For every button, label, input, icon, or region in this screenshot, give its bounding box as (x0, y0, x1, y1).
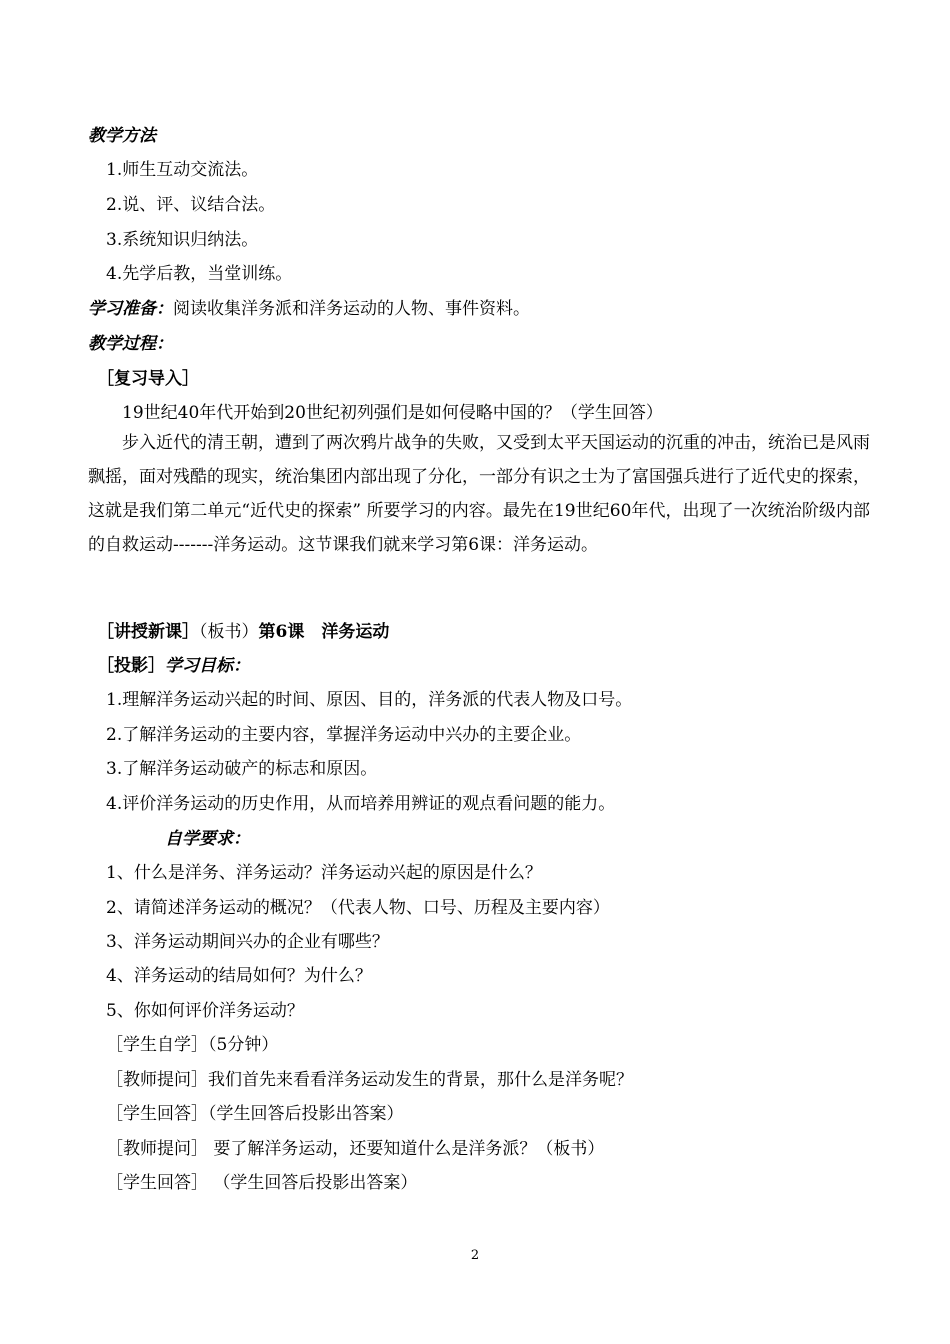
goal-item: 3.了解洋务运动破产的标志和原因。 (106, 759, 378, 779)
method-item: 3.系统知识归纳法。 (106, 230, 259, 250)
dialogue-line: ［学生自学］（5分钟） (106, 1035, 279, 1055)
self-study-item: 1、什么是洋务、洋务运动？洋务运动兴起的原因是什么？ (106, 863, 542, 883)
goal-item: 1.理解洋务运动兴起的时间、原因、目的，洋务派的代表人物及口号。 (106, 690, 633, 710)
self-study-item: 4、洋务运动的结局如何？为什么？ (106, 966, 372, 986)
goal-item: 2.了解洋务运动的主要内容，掌握洋务运动中兴办的主要企业。 (106, 725, 582, 745)
method-item: 2.说、评、议结合法。 (106, 195, 276, 215)
self-study-item: 2、请简述洋务运动的概况？（代表人物、口号、历程及主要内容） (106, 898, 610, 918)
review-heading: ［复习导入］ (97, 369, 199, 389)
method-item: 1.师生互动交流法。 (106, 160, 259, 180)
dialogue-line: ［教师提问］ 要了解洋务运动，还要知道什么是洋务派？（板书） (106, 1139, 605, 1159)
teaching-method-heading: 教学方法 (88, 126, 156, 146)
goals-heading: 学习目标： (165, 656, 250, 676)
process-heading: 教学过程： (88, 334, 173, 354)
dialogue-line: ［学生回答］（学生回答后投影出答案） (106, 1104, 404, 1124)
new-lesson-tag: ［讲授新课］ (97, 622, 199, 642)
preparation-label: 学习准备： (88, 299, 173, 319)
goals-tag: ［投影］ (97, 656, 165, 676)
dialogue-line: ［学生回答］ （学生回答后投影出答案） (106, 1173, 418, 1193)
self-study-item: 5、你如何评价洋务运动？ (106, 1001, 304, 1021)
page-number: 2 (470, 1248, 480, 1263)
review-paragraph: 步入近代的清王朝，遭到了两次鸦片战争的失败，又受到太平天国运动的沉重的冲击，统治已是风雨飘摇，面对残酷的现实，统治集团内部出现了分化，一部分有识之士为了富国强兵进行了近代史的探索，这就是我们第二单元“近代史的探索” 所要学习的内容。最先在19世纪60年代，出现了一次统治阶级内部的自救运动-------洋务运动。这节课我们就来学习第6课：洋务运动。 (88, 433, 870, 555)
new-lesson-line (97, 621, 389, 643)
self-study-item: 3、洋务运动期间兴办的企业有哪些？ (106, 932, 389, 952)
self-study-heading: 自学要求： (165, 829, 250, 849)
preparation-text: 阅读收集洋务派和洋务运动的人物、事件资料。 (173, 299, 530, 319)
new-lesson-note: （板书） (199, 622, 259, 642)
goal-item: 4.评价洋务运动的历史作用，从而培养用辨证的观点看问题的能力。 (106, 794, 616, 814)
lesson-title: 第6课 洋务运动 (258, 622, 390, 642)
goals-heading-line (97, 655, 250, 677)
review-question: 19世纪40年代开始到20世纪初列强们是如何侵略中国的？（学生回答） (122, 403, 663, 423)
dialogue-line: ［教师提问］我们首先来看看洋务运动发生的背景，那什么是洋务呢？ (106, 1070, 633, 1090)
method-item: 4.先学后教，当堂训练。 (106, 264, 293, 284)
preparation-line (88, 298, 530, 320)
